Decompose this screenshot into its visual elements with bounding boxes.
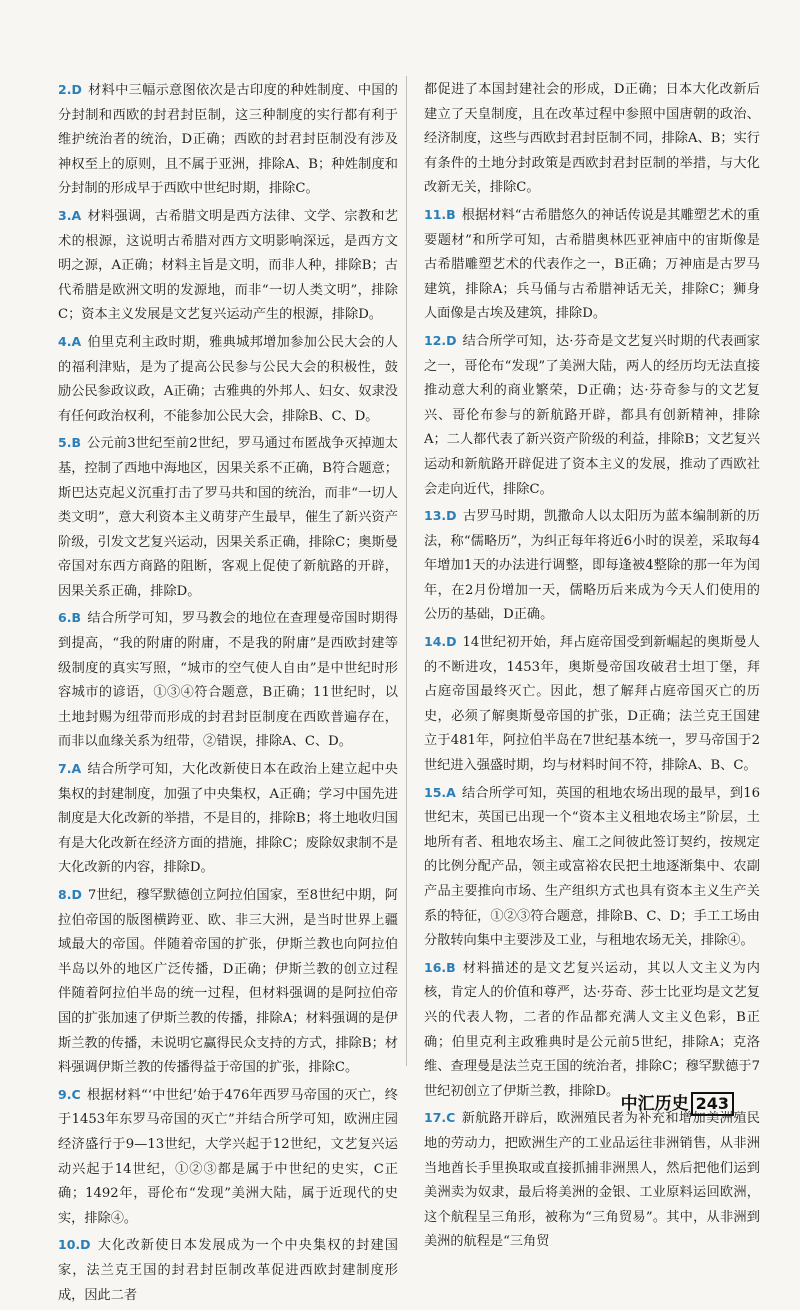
answer-key: 6.B [58,610,81,626]
page-footer [621,1089,734,1116]
explanation-text: 古罗马时期，凯撒命人以太阳历为蓝本编制新的历法，称“儒略历”，为纠正每年将近6小时的误差，采取每4年增加1天的办法进行调整，即每逢被4整除的那一年为闰年，在2月份增加一天，儒略历后来成为今天人们使用的公历的基础，D正确。 [424,509,760,623]
answer-key: 15.A [424,784,456,800]
page-number: 243 [691,1092,734,1116]
right-column [424,78,760,1257]
explanation-text: 结合所学可知，英国的租地农场出现的最早，到16世纪末，英国已出现一个“资本主义租地农场主”阶层，土地所有者、租地农场主、雇工之间彼此签订契约，按规定的比例分配产品，领主或富裕农民把土地逐渐集中、农副产品主要推向市场、生产组织方式也具有资本主义生产关系的特征，①②③符合题意，排除B、C、D；手工工场由分散转向集中主要涉及工业，与租地农场无关，排除④。 [424,785,760,949]
explanation-text: 根据材料“‘中世纪’始于476年西罗马帝国的灭亡，终于1453年东罗马帝国的灭亡”并结合所学可知，欧洲庄园经济盛行于9—13世纪，大学兴起于12世纪，文艺复兴运动兴起于14世纪，①②③都是属于中世纪的史实，C正确；1492年，哥伦布“发现”美洲大陆，属于近现代的史实，排除④。 [58,1087,398,1226]
explanation-text: 7世纪，穆罕默德创立阿拉伯国家，至8世纪中期，阿拉伯帝国的版图横跨亚、欧、非三大洲，是当时世界上疆域最大的帝国。伴随着帝国的扩张，伊斯兰教也向阿拉伯半岛以外的地区广泛传播，D正确；伊斯兰教的创立过程伴随着阿拉伯半岛的统一过程，但材料强调的是阿拉伯帝国的扩张加速了伊斯兰教的传播，排除A；材料强调的是伊斯兰教的传播，未说明它赢得民众支持的方式，排除B；材料强调伊斯兰教的传播得益于帝国的扩张，排除C。 [58,888,398,1076]
answer-entry-8 [58,883,398,1081]
answer-entry-14 [424,630,760,779]
answer-entry-2 [58,78,398,202]
explanation-text: 新航路开辟后，欧洲殖民者为补充和增加美洲殖民地的劳动力，把欧洲生产的工业品运往非洲销售，从非洲当地酋长手里换取或直接抓捕非洲黑人，然后把他们运到美洲卖为奴隶，最后将美洲的金银、工业原料运回欧洲，这个航程呈三角形，被称为“三角贸易”。其中，从非洲到美洲的航程是“三角贸 [424,1111,760,1250]
explanation-text: 伯里克利主政时期，雅典城邦增加参加公民大会的人的福利津贴，是为了提高公民参与公民大会的积极性，鼓励公民参政议政，A正确；古雅典的外邦人、妇女、奴隶没有任何政治权利，不能参加公民大会，排除B、C、D。 [58,334,398,424]
answer-entry-6 [58,606,398,755]
explanation-text: 大化改新使日本发展成为一个中央集权的封建国家，法兰克王国的封君封臣制改革促进西欧封建制度形成，因此二者 [58,1238,398,1303]
answer-entry-7 [58,757,398,881]
explanation-text: 根据材料“古希腊悠久的神话传说是其雕塑艺术的重要题材”和所学可知，古希腊奥林匹亚神庙中的宙斯像是古希腊雕塑艺术的代表作之一，B正确；万神庙是古罗马建筑，排除A；兵马俑与古希腊神话无关，排除C；狮身人面像是古埃及建筑，排除D。 [424,207,760,322]
answer-entry-9 [58,1083,398,1232]
answer-key: 10.D [58,1237,91,1253]
answer-entry-16 [424,956,760,1105]
answer-entry-4 [58,330,398,429]
answer-entry-3 [58,204,398,328]
answer-entry-10 [58,1233,398,1308]
answer-key: 7.A [58,761,82,777]
answer-key: 16.B [424,959,456,975]
answer-key: 2.D [58,82,82,97]
column-divider [406,76,407,1066]
answer-key: 11.B [424,206,456,222]
explanation-text: 结合所学可知，大化改新使日本在政治上建立起中央集权的封建制度，加强了中央集权，A正确；学习中国先进制度是大化改新的举措，不是目的，排除B；将土地收归国有是大化改新在经济方面的措施，排除C；废除奴隶制不是大化改新的内容，排除D。 [58,762,398,876]
continued-text: 都促进了本国封建社会的形成，D正确；日本大化改新后建立了天皇制度，且在改革过程中参照中国唐朝的政治、经济制度，这些与西欧封君封臣制不同，排除A、B；实行有条件的土地分封政策是西欧封君封臣制的举措，与大化改新无关，排除C。 [424,82,760,196]
explanation-text: 结合所学可知，达·芬奇是文艺复兴时期的代表画家之一，哥伦布“发现”了美洲大陆，两人的经历均无法直接推动意大利的商业繁荣，D正确；达·芬奇参与的文艺复兴、哥伦布参与的新航路开辟，都具有创新精神，排除A；二人都代表了新兴资产阶级的利益，排除B；文艺复兴运动和新航路开辟促进了资本主义的发展，推动了西欧社会走向近代，排除C。 [424,333,760,497]
answer-entry-17 [424,1106,760,1255]
answer-entry-15 [424,781,760,954]
answer-key: 17.C [424,1110,456,1126]
explanation-text: 材料中三幅示意图依次是古印度的种姓制度、中国的分封制和西欧的封君封臣制，这三种制度的实行都有利于维护统治者的统治，D正确；西欧的封君封臣制没有涉及神权至上的原则，且不属于亚洲，排除A、B；种姓制度和分封制的形成早于西欧中世纪时期，排除C。 [58,83,398,197]
explanation-text: 材料描述的是文艺复兴运动，其以人文主义为内核，肯定人的价值和尊严，达·芬奇、莎士比亚均是文艺复兴的代表人物，二者的作品都充满人文主义色彩，B正确；伯里克利主政雅典时是公元前5世纪，排除A；克洛维、查理曼是法兰克王国的统治者，排除C；穆罕默德于7世纪初创立了伊斯兰教，排除D。 [424,960,760,1099]
answer-key: 14.D [424,634,457,650]
answer-key: 9.C [58,1086,81,1102]
answer-entry-13 [424,504,760,628]
explanation-text: 材料强调，古希腊文明是西方法律、文学、宗教和艺术的根源，这说明古希腊对西方文明影响深远，是西方文明之源，A正确；材料主旨是文明，而非人种，排除B；古代希腊是欧洲文明的发源地，而非“一切人类文明”，排除C；资本主义发展是文艺复兴运动产生的根源，排除D。 [58,208,398,323]
explanation-text: 结合所学可知，罗马教会的地位在查理曼帝国时期得到提高，“我的附庸的附庸，不是我的附庸”是西欧封建等级制度的真实写照，“城市的空气使人自由”是中世纪时形容城市的谚语，①③④符合题意，B正确；11世纪时，以土地封赐为纽带而形成的封君封臣制度在西欧普遍存在，而非以血缘关系为纽带，②错误，排除A、C、D。 [58,611,398,750]
explanation-text: 14世纪初开始，拜占庭帝国受到新崛起的奥斯曼人的不断进攻，1453年，奥斯曼帝国攻破君士坦丁堡，拜占庭帝国最终灭亡。因此，想了解拜占庭帝国灭亡的历史，必须了解奥斯曼帝国的扩张，D正确；法兰克王国建立于481年，阿拉伯半岛在7世纪基本统一，罗马帝国于2世纪进入强盛时期，均与材料时间不符，排除A、B、C。 [424,635,760,774]
explanation-text: 公元前3世纪至前2世纪，罗马通过布匿战争灭掉迦太基，控制了西地中海地区，因果关系不正确，B符合题意；斯巴达克起义沉重打击了罗马共和国的统治，而非“一切人类文明”，意大利资本主义萌芽产生最早，催生了新兴资产阶级，引发文艺复兴运动，因果关系正确，排除C；奥斯曼帝国对东西方商路的阻断，客观上促使了新航路的开辟，因果关系正确，排除D。 [58,436,398,599]
left-column [58,78,398,1310]
answer-entry-12 [424,329,760,502]
answer-entry-5 [58,431,398,604]
answer-entry-11 [424,203,760,327]
answer-key: 5.B [58,435,81,451]
answer-key: 4.A [58,333,82,349]
footer-brand: 中汇历史 [620,1094,689,1114]
answer-key: 13.D [424,508,457,524]
answer-key: 8.D [58,887,82,902]
answer-key: 12.D [424,332,457,348]
answer-key: 3.A [58,207,82,223]
